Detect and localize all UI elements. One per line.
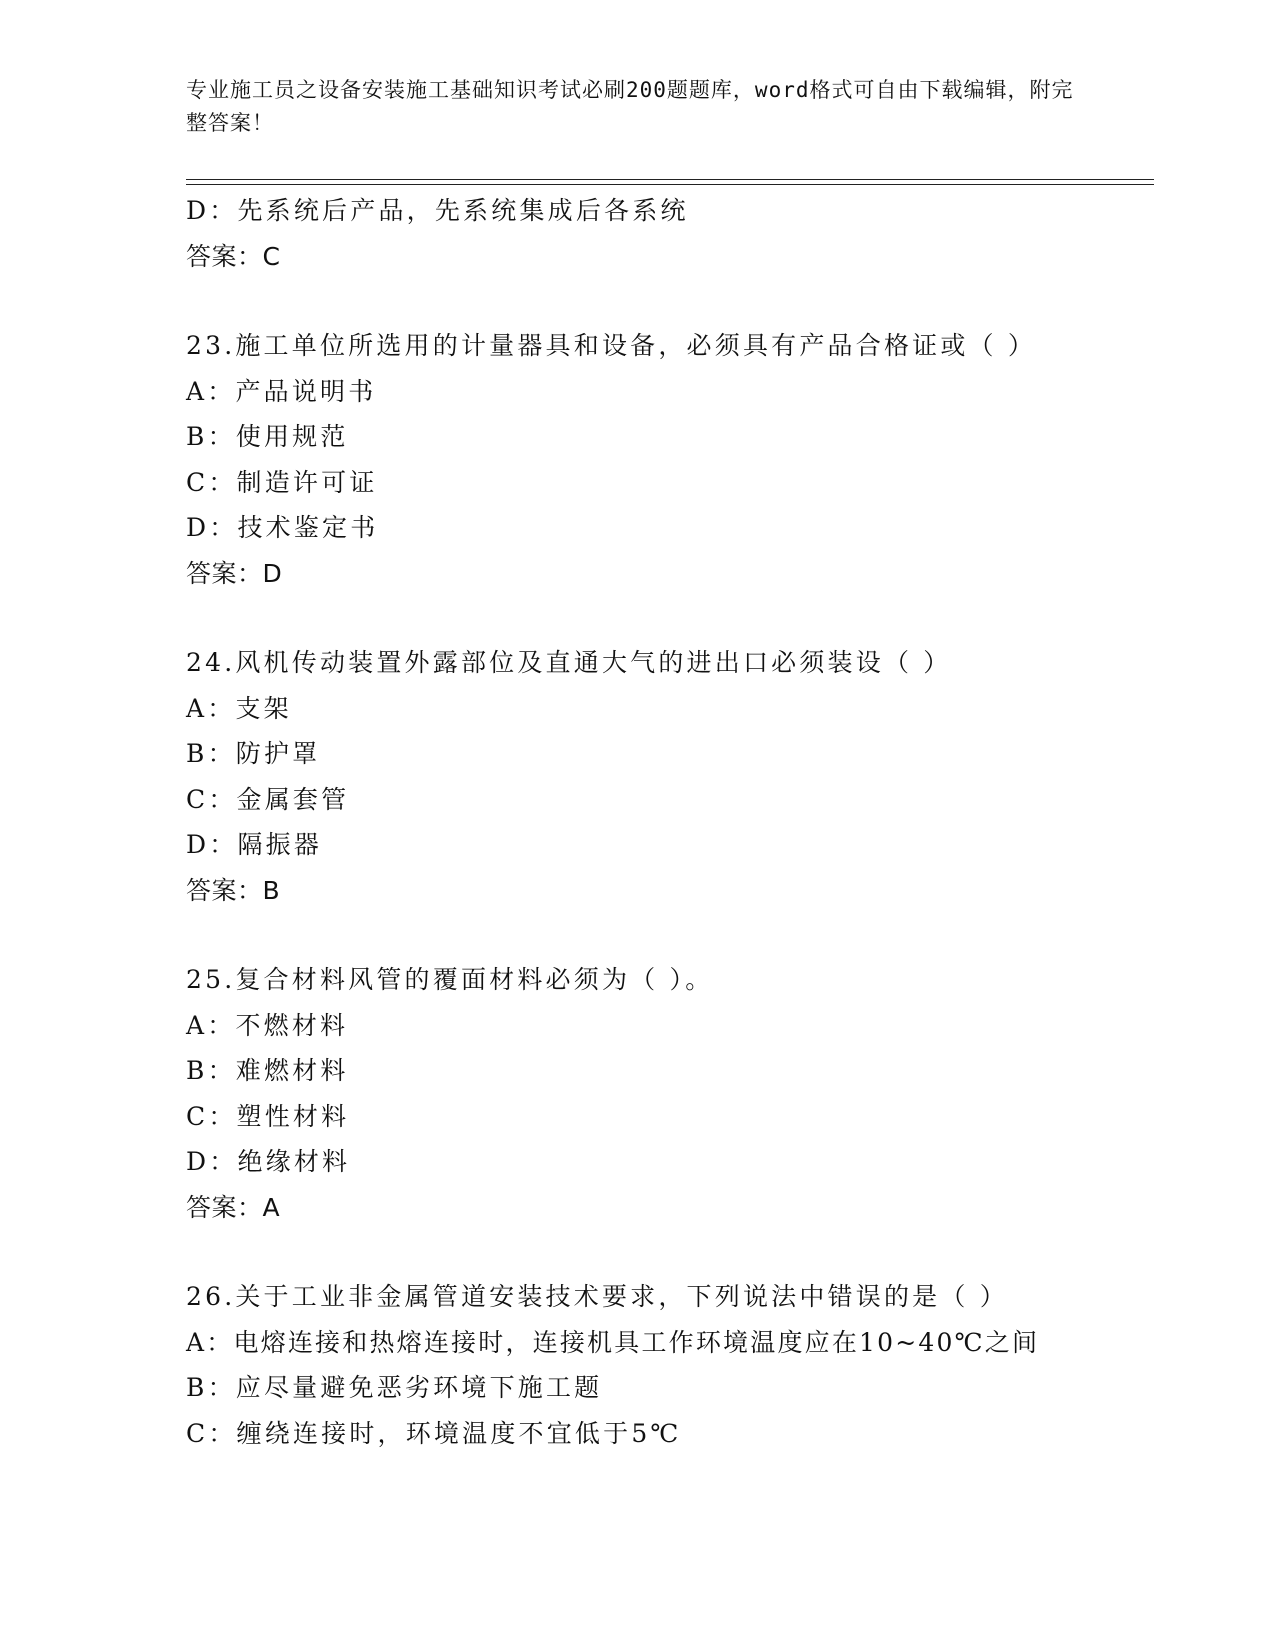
option-text: A：产品说明书 [186,376,377,406]
question-text: 24.风机传动装置外露部位及直通大气的进出口必须装设（ ） [186,648,952,677]
option-text: D：先系统后产品，先系统集成后各系统 [186,196,689,225]
option-text: D：技术鉴定书 [186,513,379,542]
header-rule-bottom [186,184,1154,185]
answer-text: 答案：D [186,558,283,588]
option-text: C：金属套管 [186,784,350,814]
option-text: D：绝缘材料 [186,1147,351,1176]
option-text: A：不燃材料 [186,1010,349,1040]
answer-text: 答案：A [186,1192,281,1222]
option-text: D：隔振器 [186,830,323,859]
option-text: C：制造许可证 [186,467,378,497]
option-text: B：应尽量避免恶劣环境下施工题 [186,1373,603,1402]
option-text: B：使用规范 [186,422,349,451]
question-text: 25.复合材料风管的覆面材料必须为（ ）。 [186,965,714,994]
document-title: 专业施工员之设备安装施工基础知识考试必刷200题题库，word格式可自由下载编辑，附完整答案！ [186,78,1074,135]
answer-text: 答案：C [186,241,281,271]
question-text: 26.关于工业非金属管道安装技术要求，下列说法中错误的是（ ） [186,1282,1008,1311]
option-text: A：支架 [186,693,292,723]
question-list [186,188,1154,1456]
answer-text: 答案：B [186,875,281,905]
option-text: C：缠绕连接时，环境温度不宜低于5℃ [186,1418,682,1448]
option-text: B：防护罩 [186,739,321,768]
option-text: C：塑性材料 [186,1101,350,1131]
question-text: 23.施工单位所选用的计量器具和设备，必须具有产品合格证或（ ） [186,331,1037,360]
option-text: B：难燃材料 [186,1056,349,1085]
header-rule-top [186,179,1154,180]
option-text: A：电熔连接和热熔连接时，连接机具工作环境温度应在10~40℃之间 [186,1327,1040,1357]
